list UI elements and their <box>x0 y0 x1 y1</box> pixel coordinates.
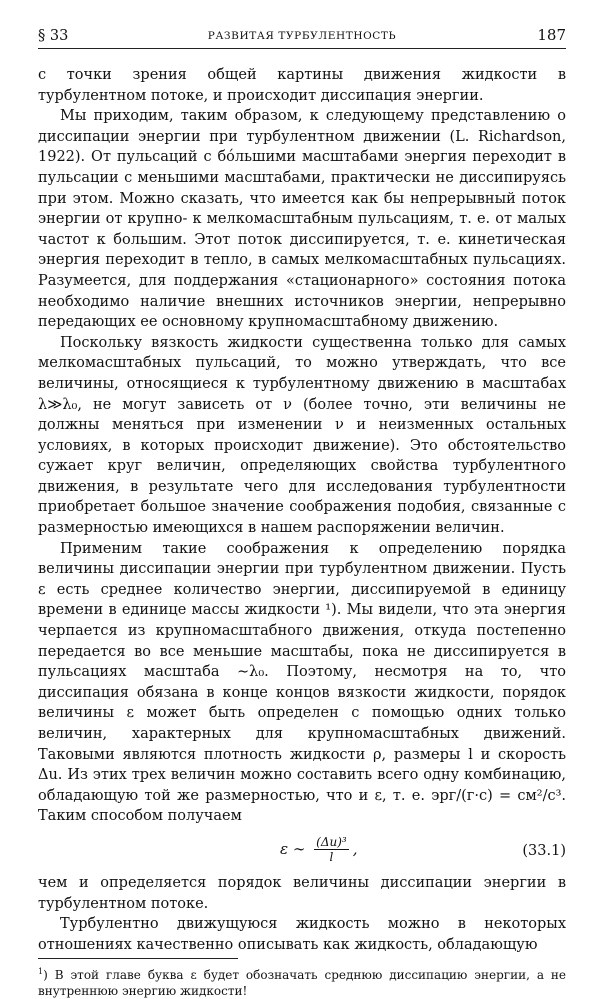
paragraph-2: Мы приходим, таким образом, к следующему представлению о диссипации энергии при турбулентном движении (L. Richardson, 1922). От пульсаций с бóльшими масштабами энергия переходит в пульсации с меньшими масштабами, практически не диссипируясь при этом. Можно сказать, что имеется как бы непрерывный поток энергии от крупно- к мелкомасштабным пульсациям, т. е. от малых частот к большим. Этот поток диссипируется, т. е. кинетическая энергия переходит в тепло, в самых мелкомасштабных пульсациях. Разумеется, для поддержания «стационарного» состояния потока необходимо наличие внешних источников энергии, непрерывно передающих ее основному крупномасштабному движению. <box>38 108 566 331</box>
equation-lhs: ε ∼ <box>280 839 306 858</box>
equation-formula <box>280 835 358 865</box>
paragraph-4: Применим такие соображения к определению порядка величины диссипации энергии при турбулентном движении. Пусть ε есть среднее количество энергии, диссипируемой в единицу времени в единице массы жидкости ¹). Мы видели, что эта энергия черпается из крупномасштабного движения, откуда постепенно передается во все меньшие масштабы, пока не диссипируется в пульсациях масштаба ∼λ₀. Поэтому, несмотря на то, что диссипация обязана в конце концов вязкости жидкости, порядок величины ε может быть определен с помощью одних только величин, характерных для крупномасштабных движений. Таковыми являются плотность жидкости ρ, размеры l и скорость Δu. Из этих трех величин можно составить всего одну комбинацию, обладающую той же размерностью, что и ε, т. е. эрг/(г·с) = см²/с³. Таким способом получаем <box>38 540 566 825</box>
footnote <box>38 964 566 999</box>
footnote-marker: 1 <box>38 967 44 977</box>
equation-numerator: (Δu)³ <box>316 834 347 849</box>
body-text <box>38 65 566 955</box>
equation-comma: , <box>352 839 358 858</box>
chapter-title: РАЗВИТАЯ ТУРБУЛЕНТНОСТЬ <box>207 30 397 42</box>
footnote-rule <box>38 958 238 959</box>
footnote-text: ) В этой главе буква ε будет обозначать среднюю диссипацию энергии, а не внутреннюю энергию жидкости! <box>38 968 566 999</box>
paragraph-5: чем и определяется порядок величины диссипации энергии в турбулентном потоке. <box>38 874 566 912</box>
equation-denominator: l <box>329 849 334 864</box>
page-number: 187 <box>537 26 566 44</box>
paragraph-3: Поскольку вязкость жидкости существенна только для самых мелкомасштабных пульсаций, то можно утверждать, что все величины, относящиеся к турбулентному движению в масштабах λ≫λ₀, не могут зависеть от ν (более точно, эти величины не должны меняться при изменении ν и неизменных остальных условиях, в которых происходит движение). Это обстоятельство сужает круг величин, определяющих свойства турбулентного движения, в результате чего для исследования турбулентности приобретает большое значение соображения подобия, связанные с размерностью имеющихся в нашем распоряжении величин. <box>38 334 566 537</box>
equation-33-1 <box>38 829 566 871</box>
book-page <box>38 26 566 999</box>
equation-number: (33.1) <box>522 842 566 859</box>
paragraph-6: Турбулентно движущуюся жидкость можно в некоторых отношениях качественно описывать как жидкость, обладающую <box>38 916 566 953</box>
running-header <box>38 26 566 49</box>
section-number: § 33 <box>38 28 69 44</box>
equation-fraction <box>314 835 349 865</box>
paragraph-1: с точки зрения общей картины движения жидкости в турбулентном потоке, и происходит диссипация энергии. <box>38 67 566 104</box>
